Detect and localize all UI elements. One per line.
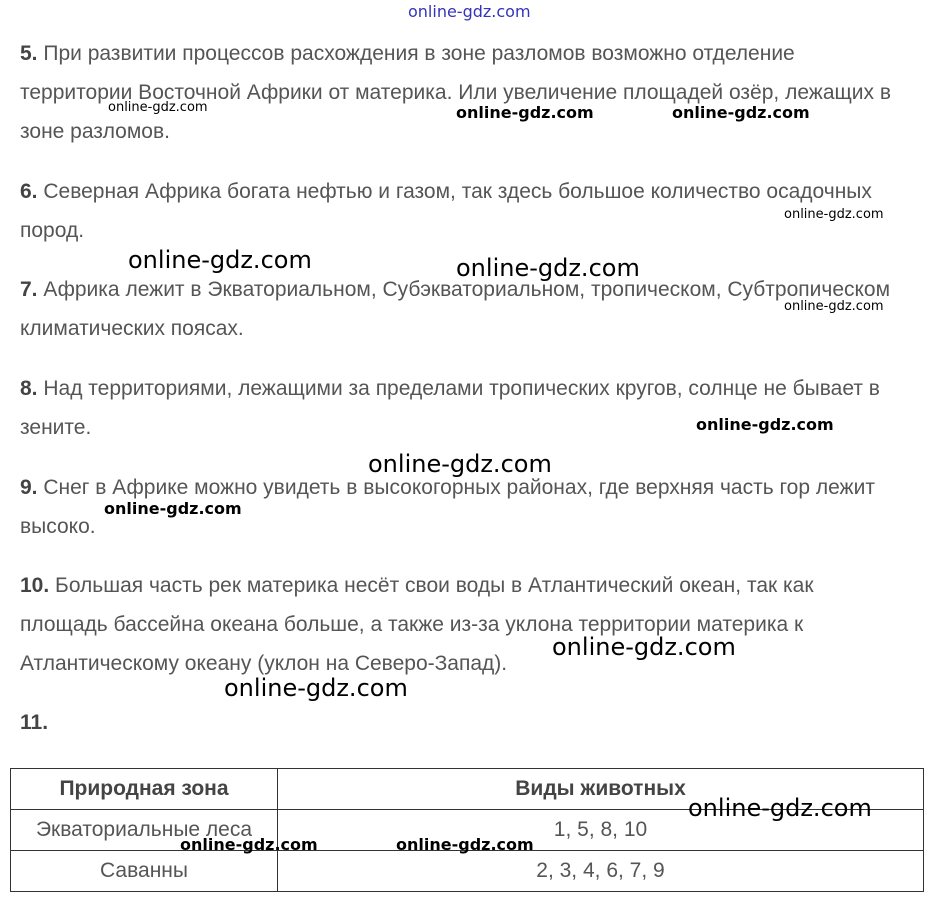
watermark: online-gdz.com xyxy=(784,207,884,222)
answer-number: 10. xyxy=(20,574,50,597)
answer-number: 9. xyxy=(20,476,38,499)
zones-table xyxy=(10,768,924,892)
watermark: online-gdz.com xyxy=(552,633,736,661)
watermark: online-gdz.com xyxy=(696,415,834,434)
cell-zone: Экваториальные леса xyxy=(11,810,278,851)
answer-text: Снег в Африке можно увидеть в высокогорных районах, где верхняя часть гор лежит высоко. xyxy=(20,476,875,538)
watermark: online-gdz.com xyxy=(784,299,884,314)
watermark: online-gdz.com xyxy=(108,100,208,115)
answer-text: При развитии процессов расхождения в зоне разломов возможно отделение территории Восточной Африки от материка. Или увеличение площадей озёр, лежащих в зоне разломов. xyxy=(20,42,892,143)
cell-animals: 2, 3, 4, 6, 7, 9 xyxy=(278,851,924,892)
answer-text: Большая часть рек материка несёт свои воды в Атлантический океан, так как площадь бассейна океана больше, а также из-за уклона территории материка к Атлантическому океану (уклон на Северо-Запад). xyxy=(20,574,814,675)
watermark: online-gdz.com xyxy=(104,499,242,518)
watermark: online-gdz.com xyxy=(408,2,531,21)
header-zone: Природная зона xyxy=(11,769,278,810)
answer-5 xyxy=(20,34,900,151)
answer-number: 8. xyxy=(20,377,38,400)
cell-animals: 1, 5, 8, 10 xyxy=(278,810,924,851)
watermark: online-gdz.com xyxy=(456,254,640,282)
answer-10 xyxy=(20,566,900,683)
answer-number: 5. xyxy=(20,42,38,65)
table-row xyxy=(11,851,924,892)
answer-number: 11. xyxy=(20,711,49,734)
watermark: online-gdz.com xyxy=(672,103,810,122)
answer-number: 7. xyxy=(20,278,38,301)
answer-6 xyxy=(20,172,900,250)
watermark: online-gdz.com xyxy=(456,103,594,122)
answer-text: Северная Африка богата нефтью и газом, так здесь большое количество осадочных пород. xyxy=(20,180,872,242)
watermark: online-gdz.com xyxy=(128,246,312,274)
cell-zone: Саванны xyxy=(11,851,278,892)
watermark: online-gdz.com xyxy=(224,674,408,702)
watermark: online-gdz.com xyxy=(396,835,534,854)
watermark: online-gdz.com xyxy=(688,794,872,822)
answer-11 xyxy=(20,703,900,742)
answer-number: 6. xyxy=(20,180,38,203)
answer-text: Над территориями, лежащими за пределами тропических кругов, солнце не бывает в зените. xyxy=(20,377,880,439)
answer-8 xyxy=(20,369,900,447)
watermark: online-gdz.com xyxy=(368,450,552,478)
watermark: online-gdz.com xyxy=(180,835,318,854)
header-animals: Виды животных xyxy=(278,769,924,810)
answer-text: Африка лежит в Экваториальном, Субэкваториальном, тропическом, Субтропическом климатических поясах. xyxy=(20,278,891,340)
